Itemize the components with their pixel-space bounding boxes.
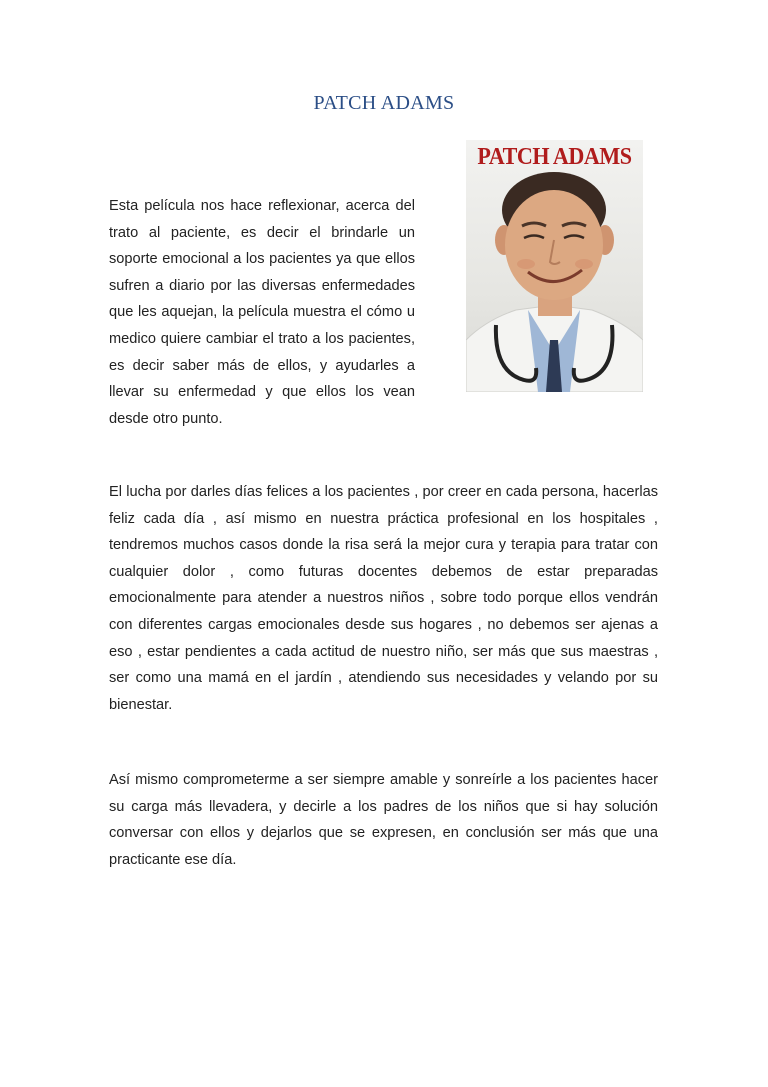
paragraph-intro: Esta película nos hace reflexionar, acerca del trato al paciente, es decir el brindarle un soporte emocional a los pacientes ya que ellos sufren a diario por las diversas enfermedades que les aquejan, la película muestra el cómo u medico quiere cambiar el trato a los pacientes, es decir saber más de ellos, y ayudarles a llevar su enfermedad y que ellos los vean desde otro punto.: [109, 198, 415, 427]
movie-poster: [466, 140, 643, 392]
paragraph-body: El lucha por darles días felices a los pacientes , por creer en cada persona, hacerlas feliz cada día , así mismo en nuestra práctica profesional en los hospitales , tendremos muchos casos donde la risa será la mejor cura y terapia para tratar con cualquier dolor , como futuras docentes debemos de estar preparadas emocionalmente para atender a nuestros niños , sobre todo porque ellos vendrán con diferentes cargas emocionales desde sus hogares , no debemos ser ajenas a eso , estar pendientes a cada actitud de nuestro niño, ser más que sus maestras , ser como una mamá en el jardín , atendiendo sus necesidades y velando por su bienestar.: [109, 484, 658, 713]
poster-title: PATCH ADAMS: [477, 144, 632, 170]
paragraph-conclusion: Así mismo comprometerme a ser siempre amable y sonreírle a los pacientes hacer su carga más llevadera, y decirle a los padres de los niños que si hay solución conversar con ellos y dejarlos que se expresen, en conclusión ser más que una practicante ese día.: [109, 772, 658, 868]
poster-portrait-illustration: [466, 140, 643, 392]
page-title: PATCH ADAMS: [313, 92, 455, 114]
